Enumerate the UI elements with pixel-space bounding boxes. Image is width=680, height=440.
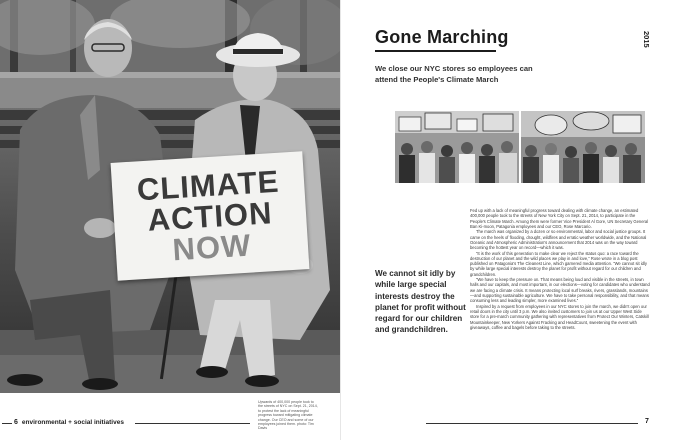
cover-photo bbox=[0, 0, 340, 393]
page-number-left: 6 bbox=[14, 419, 18, 426]
sign-line-3: NOW bbox=[171, 227, 253, 267]
march-photo-2 bbox=[521, 111, 645, 183]
page-subtitle: We close our NYC stores so employees can attend the People's Climate March bbox=[375, 64, 533, 85]
march-photo-1 bbox=[395, 111, 519, 183]
footer-rule-left bbox=[2, 423, 12, 424]
footer-rule-left-2 bbox=[135, 423, 250, 424]
section-label: environmental + social initiatives bbox=[21, 419, 124, 426]
left-folio bbox=[14, 419, 124, 426]
page-title: Gone Marching bbox=[375, 27, 509, 47]
march-photo-2-scene bbox=[521, 111, 645, 183]
body-paragraph-4: “We have to keep the pressure on. That means being loud and visible in the streets, in town halls and our capitals, and most important, in our elections—voting for candidates who understand we are facing a climate crisis. It means protecting local surf breaks, rivers, grasslands, mountains—and supporting sustainable agriculture. We have to take personal responsibility, and that means consuming less and leading simpler, more examined lives.” bbox=[470, 277, 650, 304]
page-number-right: 7 bbox=[645, 418, 649, 425]
body-paragraph-3: “It is the work of this generation to make clear we reject the status quo: a race toward the destruction of our planet and the wild places we play in and love,” Rose wrote in a blog post published on Patagonia's The Cleanest Line, which garnered media attention. “We cannot sit idly by while large special interests destroy the planet for profit without regard for our children and grandchildren. bbox=[470, 250, 647, 277]
photo-caption bbox=[258, 400, 318, 431]
photo-credit: photo: Tim Davis bbox=[258, 422, 314, 431]
body-paragraph-5: Inspired by a request from employees in our NYC stores to join the march, we didn't open our retail doors in the city until 3 p.m. We also invited customers to join us at our Upper West Side store for a pre-march community gathering with representatives from Protect Our Winters, Catskill Mountainkeeper, New Yorkers Against Fracking and HeadCount, sweetening the event with giveaways, coffee and bagels before taking to the streets. bbox=[470, 303, 649, 330]
pull-quote: We cannot sit idly by while large special interests destroy the planet for profit without regard for our children and grandchildren. bbox=[375, 269, 466, 335]
protest-sign bbox=[111, 151, 310, 281]
footer-rule-right bbox=[426, 423, 638, 424]
title-underline bbox=[375, 50, 496, 52]
body-paragraph-2: The march was organized by a dozen or so environmental, labor and social justice groups. It came on the heels of flooding, drought, wildfires and erratic weather worldwide, and the National Oceanic and Atmospheric Administration's announcement that 2014 was on the way toward becoming the hottest year on record—which it was. bbox=[470, 229, 647, 251]
sign-line-1: CLIMATE bbox=[135, 163, 281, 207]
year-label: 2015 bbox=[642, 31, 651, 48]
photo-caption-text: Upwards of 400,000 people took to the streets of NYC on Sept. 21, 2014, to protest the lack of meaningful progress toward mitigating climate change. Our CEO and some of our employees joined them. bbox=[258, 400, 318, 427]
article-body bbox=[470, 208, 650, 330]
sign-line-2: ACTION bbox=[146, 194, 274, 238]
march-photo-1-scene bbox=[395, 111, 519, 183]
page-gutter bbox=[340, 0, 341, 440]
body-paragraph-1: Fed up with a lack of meaningful progress toward dealing with climate change, an estimated 400,000 people took to the streets of New York City on Sept. 21, 2014, to participate in the People's Climate March. Among them were former Vice President Al Gore, UN Secretary General Ban Ki-moon, Patagonia employees and our CEO, Rose Marcario. bbox=[470, 208, 649, 229]
